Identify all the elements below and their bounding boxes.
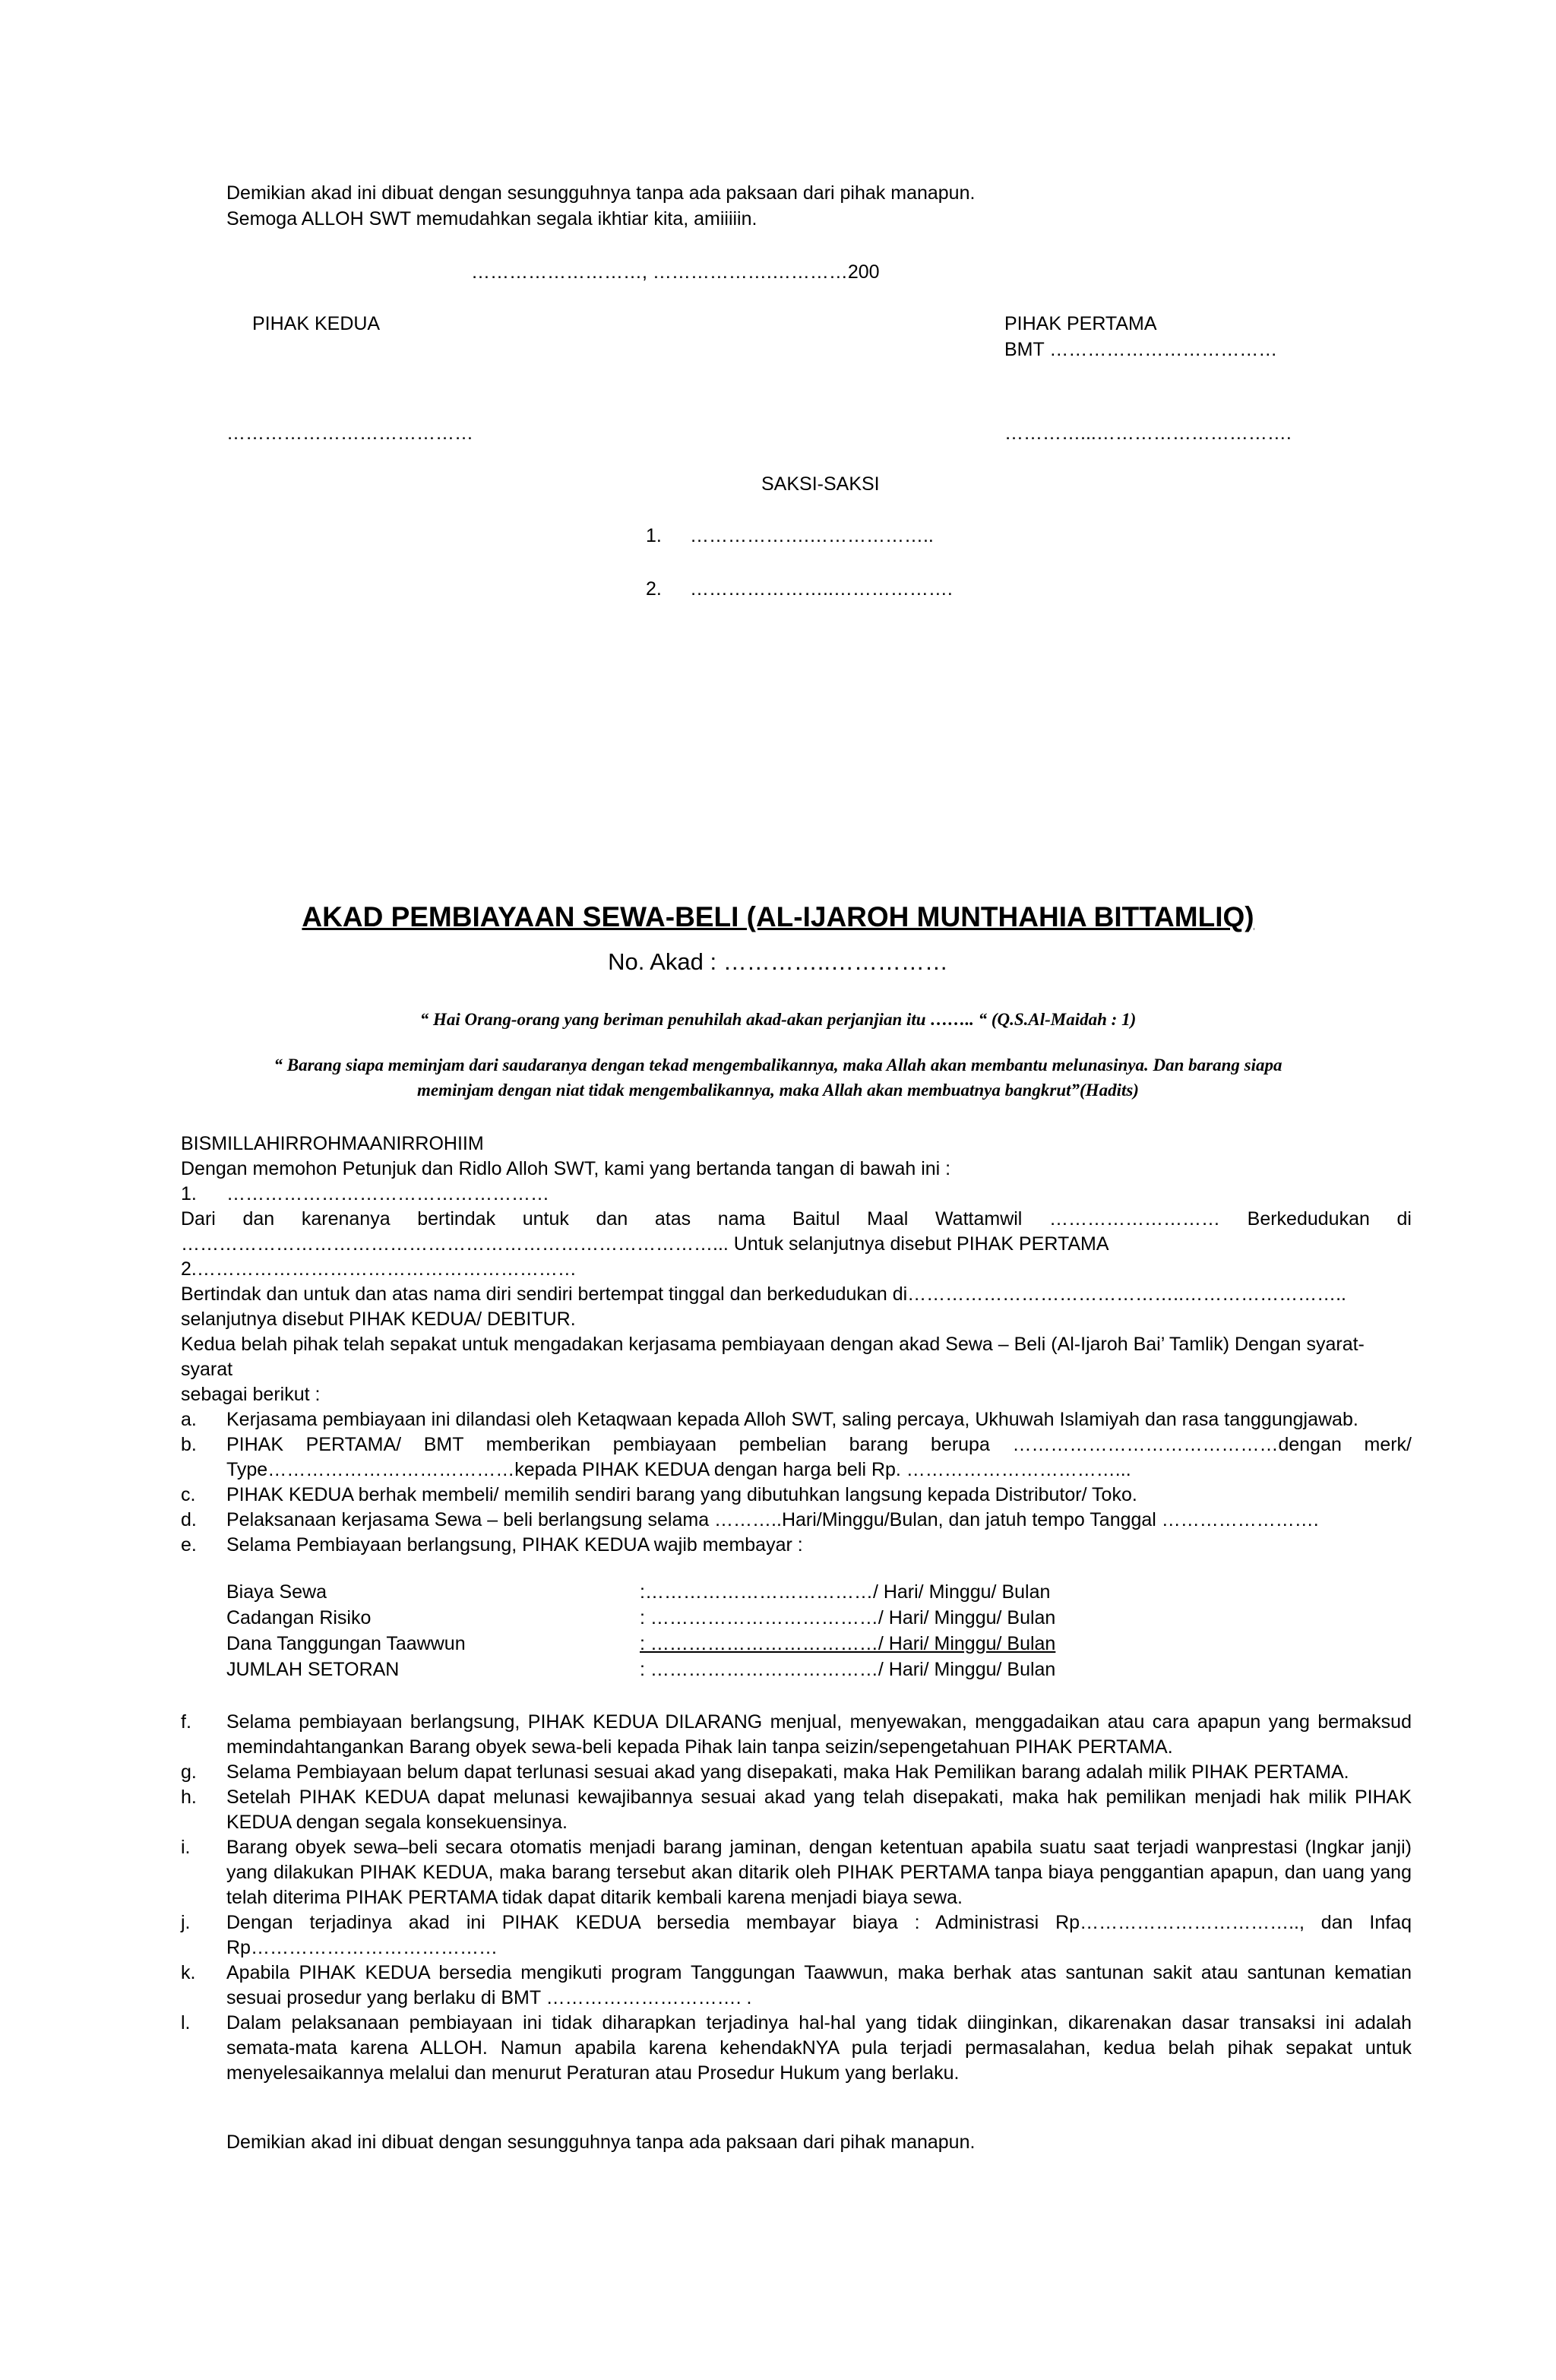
place-date-line: ………………………, ……………….…………200 — [471, 261, 880, 283]
payment-label: Cadangan Risiko — [226, 1607, 372, 1628]
clause-text: Selama pembiayaan berlangsung, PIHAK KEDUA DILARANG menjual, menyewakan, menggadaikan atau cara apapun yang bermaksud memindahtangankan Barang obyek sewa-beli kepada Pihak lain tanpa seizin/sepengetahuan PIHAK PERTAMA. — [226, 1711, 1412, 1758]
clause-text: Selama Pembiayaan berlangsung, PIHAK KEDUA wajib membayar : — [226, 1534, 803, 1556]
bismillah: BISMILLAHIRROHMAANIRROHIIM — [181, 1133, 484, 1154]
saksi-2-line: …………………..………………. — [690, 578, 953, 600]
quran-quote: “ Hai Orang-orang yang beriman penuhilah akad-akan perjanjian itu …….. “ (Q.S.Al-Maidah : 1) — [419, 1010, 1137, 1029]
party-1-row — [181, 1182, 1412, 1207]
payment-value: : ………………………………/ Hari/ Minggu/ Bulan — [640, 1633, 1056, 1654]
contract-clauses-continued — [181, 1710, 1412, 2086]
clause-h — [181, 1785, 1412, 1835]
payment-value: : ………………………………/ Hari/ Minggu/ Bulan — [640, 1659, 1056, 1680]
clause-text: Dalam pelaksanaan pembiayaan ini tidak diharapkan terjadinya hal-hal yang tidak diinginkan, dikarenakan dasar transaksi ini adalah semata-mata karena ALLOH. Namun apabila karena kehendakNYA pula terjadi permasalahan, kedua belah pihak sepakat untuk menyelesaikannya melalui dan menurut Peraturan atau Prosedur Hukum yang berlaku. — [226, 2012, 1412, 2084]
clause-marker: b. — [181, 1434, 197, 1455]
clause-g — [181, 1760, 1412, 1785]
clause-text: Barang obyek sewa–beli secara otomatis menjadi barang jaminan, dengan ketentuan apabila suatu saat terjadi wanprestasi (Ingkar janji) yang dilakukan PIHAK KEDUA, maka barang tersebut akan ditarik oleh PIHAK PERTAMA tanpa biaya penggantian apapun, dan uang yang telah diterima PIHAK PERTAMA tidak dapat ditarik kembali karena menjadi biaya sewa. — [226, 1837, 1412, 1908]
saksi-title: SAKSI-SAKSI — [761, 473, 880, 495]
pihak-kedua-label: PIHAK KEDUA — [252, 313, 381, 334]
clause-e — [181, 1533, 1412, 1558]
party-2-designation: selanjutnya disebut PIHAK KEDUA/ DEBITUR. — [181, 1309, 576, 1330]
party-1-domicile: …………………………………………………………………………... Untuk selanjutnya disebut PIHAK PERTAMA — [181, 1233, 1109, 1255]
payment-value: : ………………………………/ Hari/ Minggu/ Bulan — [640, 1607, 1056, 1628]
signature-left: ………………………………… — [226, 423, 473, 444]
party-1-representation: Dari dan karenanya bertindak untuk dan atas nama Baitul Maal Wattamwil ……………………… Berkedudukan di — [181, 1208, 1412, 1230]
clause-text: Kerjasama pembiayaan ini dilandasi oleh Ketaqwaan kepada Alloh SWT, saling percaya, Ukhuwah Islamiyah dan rasa tanggungjawab. — [226, 1409, 1358, 1430]
clause-text: PIHAK PERTAMA/ BMT memberikan pembiayaan pembelian barang berupa ……………………………………dengan merk/ Type…………………………………kepada PIHAK KEDUA dengan harga beli Rp. ……………………………... — [226, 1434, 1412, 1480]
signature-right: …………...…………………………. — [1004, 423, 1292, 444]
closing-statement: Demikian akad ini dibuat dengan sesungguhnya tanpa ada paksaan dari pihak manapun. — [226, 2132, 976, 2153]
clause-marker: g. — [181, 1761, 197, 1783]
clause-j — [181, 1910, 1412, 1961]
saksi-2-number: 2. — [646, 578, 662, 600]
clause-marker: i. — [181, 1837, 191, 1858]
prayer-line: Semoga ALLOH SWT memudahkan segala ikhtiar kita, amiiiiin. — [226, 208, 757, 229]
clause-marker: l. — [181, 2012, 191, 2033]
pihak-pertama-label: PIHAK PERTAMA — [1004, 313, 1157, 334]
bmt-name-line: BMT ……………………………… — [1004, 339, 1278, 360]
saksi-1-line: ……………….……………….. — [690, 525, 934, 546]
clause-text: Pelaksanaan kerjasama Sewa – beli berlangsung selama ………..Hari/Minggu/Bulan, dan jatuh tempo Tanggal ……………………. — [226, 1509, 1319, 1530]
clause-marker: a. — [181, 1409, 197, 1430]
party-1-name-line: …………………………………………… — [226, 1183, 549, 1204]
clause-b — [181, 1432, 1412, 1483]
clause-d — [181, 1508, 1412, 1533]
agreement-intro-line-2: sebagai berikut : — [181, 1384, 321, 1405]
clause-l — [181, 2011, 1412, 2086]
payment-label: JUMLAH SETORAN — [226, 1659, 400, 1680]
party-2-name-line: 2.…………………………………………………… — [181, 1258, 577, 1280]
clause-marker: j. — [181, 1912, 191, 1933]
party-1-number: 1. — [181, 1183, 197, 1204]
agreement-intro-line-1: Kedua belah pihak telah sepakat untuk mengadakan kerjasama pembiayaan dengan akad Sewa – Beli (Al-Ijaroh Bai’ Tamlik) Dengan syarat-syarat — [181, 1334, 1365, 1380]
payment-value: :………………………………/ Hari/ Minggu/ Bulan — [640, 1581, 1051, 1603]
clause-k — [181, 1961, 1412, 2011]
intro-line: Dengan memohon Petunjuk dan Ridlo Alloh SWT, kami yang bertanda tangan di bawah ini : — [181, 1158, 951, 1179]
clause-text: Selama Pembiayaan belum dapat terlunasi sesuai akad yang disepakati, maka Hak Pemilikan barang adalah milik PIHAK PERTAMA. — [226, 1761, 1349, 1783]
clause-text: Apabila PIHAK KEDUA bersedia mengikuti program Tanggungan Taawwun, maka berhak atas santunan sakit atau santunan kematian sesuai prosedur yang berlaku di BMT …………………………. . — [226, 1962, 1412, 2008]
contract-body — [181, 1131, 1412, 1558]
clause-marker: d. — [181, 1509, 197, 1530]
closing-statement-top: Demikian akad ini dibuat dengan sesungguhnya tanpa ada paksaan dari pihak manapun. — [226, 182, 976, 204]
clause-text: Setelah PIHAK KEDUA dapat melunasi kewajibannya sesuai akad yang telah disepakati, maka hak pemilikan menjadi hak milik PIHAK KEDUA dengan segala konsekuensinya. — [226, 1787, 1412, 1833]
payment-label: Dana Tanggungan Taawwun — [226, 1633, 466, 1654]
clause-marker: k. — [181, 1962, 196, 1983]
clause-f — [181, 1710, 1412, 1760]
clause-a — [181, 1407, 1412, 1432]
clause-marker: f. — [181, 1711, 191, 1733]
hadith-quote-line-1: “ Barang siapa meminjam dari saudaranya dengan tekad mengembalikannya, maka Allah akan membantu melunasinya. Dan barang siapa — [274, 1055, 1282, 1074]
clause-marker: c. — [181, 1484, 196, 1505]
clause-c — [181, 1483, 1412, 1508]
payment-label: Biaya Sewa — [226, 1581, 327, 1603]
document-title: AKAD PEMBIAYAAN SEWA-BELI (AL-IJAROH MUNTHAHIA BITTAMLIQ) — [302, 901, 1254, 932]
clause-text: Dengan terjadinya akad ini PIHAK KEDUA bersedia membayar biaya : Administrasi Rp…………………………….., dan Infaq Rp………………………………… — [226, 1912, 1412, 1958]
clause-marker: h. — [181, 1787, 197, 1808]
clause-i — [181, 1835, 1412, 1910]
clause-text: PIHAK KEDUA berhak membeli/ memilih sendiri barang yang dibutuhkan langsung kepada Distributor/ Toko. — [226, 1484, 1137, 1505]
saksi-1-number: 1. — [646, 525, 662, 546]
party-2-representation: Bertindak dan untuk dan atas nama diri sendiri bertempat tinggal dan berkedudukan di……………………………………..…………………….. — [181, 1283, 1346, 1305]
akad-number: No. Akad : …………..…………… — [608, 948, 948, 975]
hadith-quote-line-2: meminjam dengan niat tidak mengembalikannya, maka Allah akan membuatnya bangkrut”(Hadits) — [417, 1081, 1139, 1100]
clause-marker: e. — [181, 1534, 197, 1556]
